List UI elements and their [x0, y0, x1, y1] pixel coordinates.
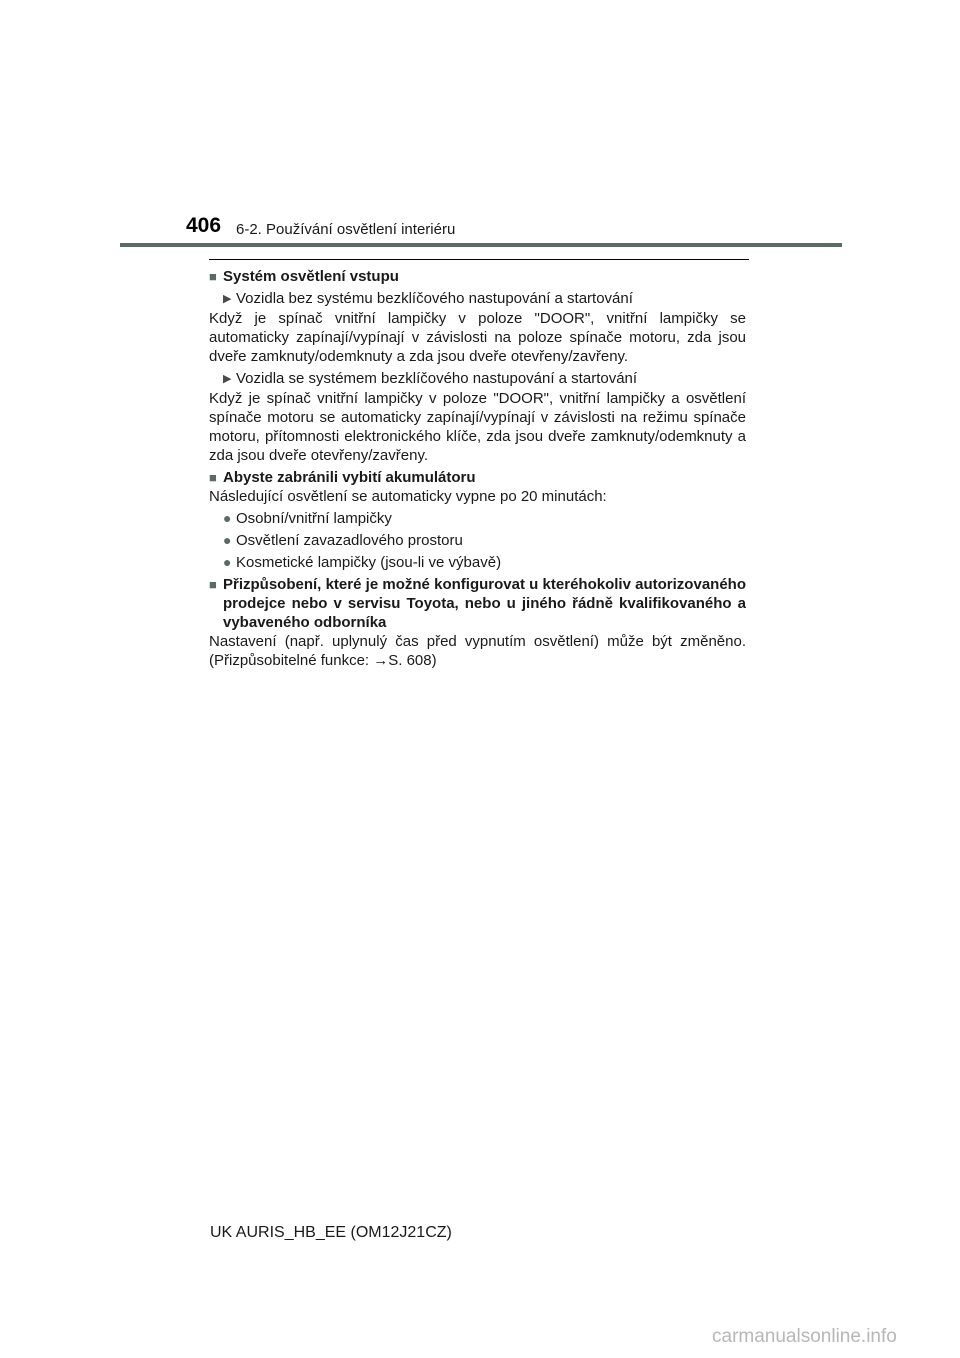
triangle-bullet-icon: ▶: [223, 293, 232, 305]
list-item-text: Kosmetické lampičky (jsou-li ve výbavě): [236, 554, 502, 571]
content: [209, 264, 746, 670]
heading-battery: [209, 468, 746, 487]
list-item: [223, 509, 746, 528]
paragraph-with-smart-entry: Když je spínač vnitřní lampičky v poloze "DOOR", vnitřní lampičky a osvětlení spínače motoru se automaticky zapínají/vypínají v závislosti na režimu spínače motoru, přítomnosti elektronického klíče, zda jsou dveře zamknuty/odemknuty a zda jsou dveře otevřeny/zavřeny.: [209, 390, 746, 464]
square-bullet-icon: ■: [209, 269, 217, 284]
subheading-with-smart-entry: [223, 369, 746, 389]
circle-bullet-icon: ●: [223, 554, 232, 570]
list-item: [223, 553, 746, 572]
subheading-text: Vozidla se systémem bezklíčového nastupování a startování: [236, 370, 638, 387]
heading-text: Abyste zabránili vybití akumulátoru: [223, 469, 476, 486]
footer-model-code: UK AURIS_HB_EE (OM12J21CZ): [210, 1224, 452, 1241]
square-bullet-icon: ■: [209, 577, 217, 592]
paragraph-customization: Nastavení (např. uplynulý čas před vypnutím osvětlení) může být změněno. (Přizpůsobitelné funkce: →S. 608): [209, 633, 746, 669]
paragraph-without-smart-entry: Když je spínač vnitřní lampičky v poloze "DOOR", vnitřní lampičky se automaticky zapínají/vypínají v závislosti na poloze spínače motoru, zda jsou dveře zamknuty/odemknuty a zda jsou dveře otevřeny/zavřeny.: [209, 310, 746, 365]
heading-text: Přizpůsobení, které je možné konfigurovat u kteréhokoliv autorizovaného prodejce nebo v servisu Toyota, nebo u jiného řádně kvalifikovaného a vybaveného odborníka: [223, 576, 746, 631]
list-item-text: Osobní/vnitřní lampičky: [236, 510, 392, 527]
section-title: 6-2. Používání osvětlení interiéru: [236, 221, 456, 238]
circle-bullet-icon: ●: [223, 510, 232, 526]
watermark: carmanualsonline.info: [712, 1326, 897, 1347]
heading-text: Systém osvětlení vstupu: [223, 268, 399, 285]
circle-bullet-icon: ●: [223, 532, 232, 548]
list-item-text: Osvětlení zavazadlového prostoru: [236, 532, 463, 549]
subheading-text: Vozidla bez systému bezklíčového nastupování a startování: [236, 290, 633, 307]
square-bullet-icon: ■: [209, 470, 217, 485]
heading-entry-lighting: [209, 267, 746, 286]
header-rule: [120, 243, 842, 247]
content-rule: [209, 259, 749, 260]
subheading-without-smart-entry: [223, 289, 746, 309]
heading-customization: [209, 575, 746, 632]
paragraph-battery-intro: Následující osvětlení se automaticky vypne po 20 minutách:: [209, 488, 607, 505]
page-number: 406: [186, 214, 222, 237]
triangle-bullet-icon: ▶: [223, 373, 232, 385]
list-item: [223, 531, 746, 550]
